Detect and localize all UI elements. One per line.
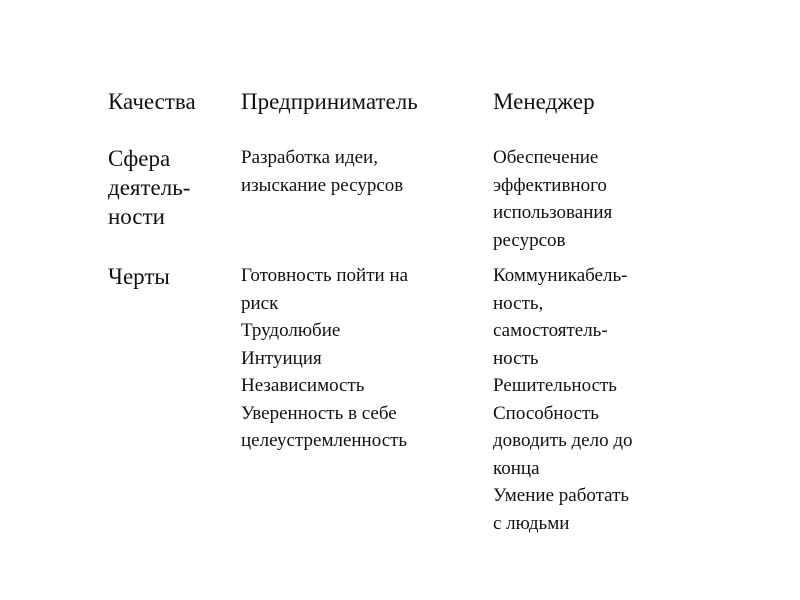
header-manager: Менеджер <box>493 89 595 114</box>
row-label-sphere <box>108 140 241 262</box>
table-header-row <box>108 82 698 140</box>
row-label-traits <box>108 262 241 537</box>
cell-line: риск <box>241 292 279 314</box>
cell-line: Решительность <box>493 375 617 396</box>
cell-line: самостоятель- <box>493 320 608 341</box>
cell-line: целеустремленность <box>241 430 408 451</box>
cell-line: Независимость <box>241 375 365 396</box>
cell-line: конца <box>493 457 540 479</box>
comparison-table <box>108 82 698 537</box>
cell-line: эффективного <box>493 174 607 196</box>
manager-sphere-cell <box>493 140 698 262</box>
cell-line: изыскание ресурсов <box>241 174 404 196</box>
cell-line: Коммуникабель- <box>493 265 628 286</box>
table-row-traits <box>108 262 698 537</box>
cell-line: доводить дело до <box>493 430 633 451</box>
cell-line: использования <box>493 202 613 223</box>
cell-line: ность <box>493 347 539 369</box>
header-entrepreneur: Предприниматель <box>241 89 418 114</box>
cell-line: Сфера <box>108 146 171 171</box>
entrepreneur-traits-cell <box>241 262 493 537</box>
header-qualities: Качества <box>108 89 196 114</box>
cell-line: ность, <box>493 292 544 314</box>
cell-line: Интуиция <box>241 347 322 369</box>
cell-line: Способность <box>493 402 599 424</box>
cell-line: деятель- <box>108 175 191 200</box>
cell-line: ресурсов <box>493 229 566 251</box>
manager-traits-cell <box>493 262 698 537</box>
cell-line: Готовность пойти на <box>241 265 409 286</box>
cell-line: Уверенность в себе <box>241 402 397 424</box>
cell-line: Обеспечение <box>493 147 599 168</box>
cell-line: Умение работать <box>493 485 630 506</box>
cell-line: Черты <box>108 264 170 289</box>
entrepreneur-sphere-cell <box>241 140 493 262</box>
cell-line: с людьми <box>493 512 570 534</box>
table-row-sphere <box>108 140 698 262</box>
cell-line: Разработка идеи, <box>241 147 378 168</box>
cell-line: Трудолюбие <box>241 320 341 341</box>
cell-line: ности <box>108 204 165 229</box>
